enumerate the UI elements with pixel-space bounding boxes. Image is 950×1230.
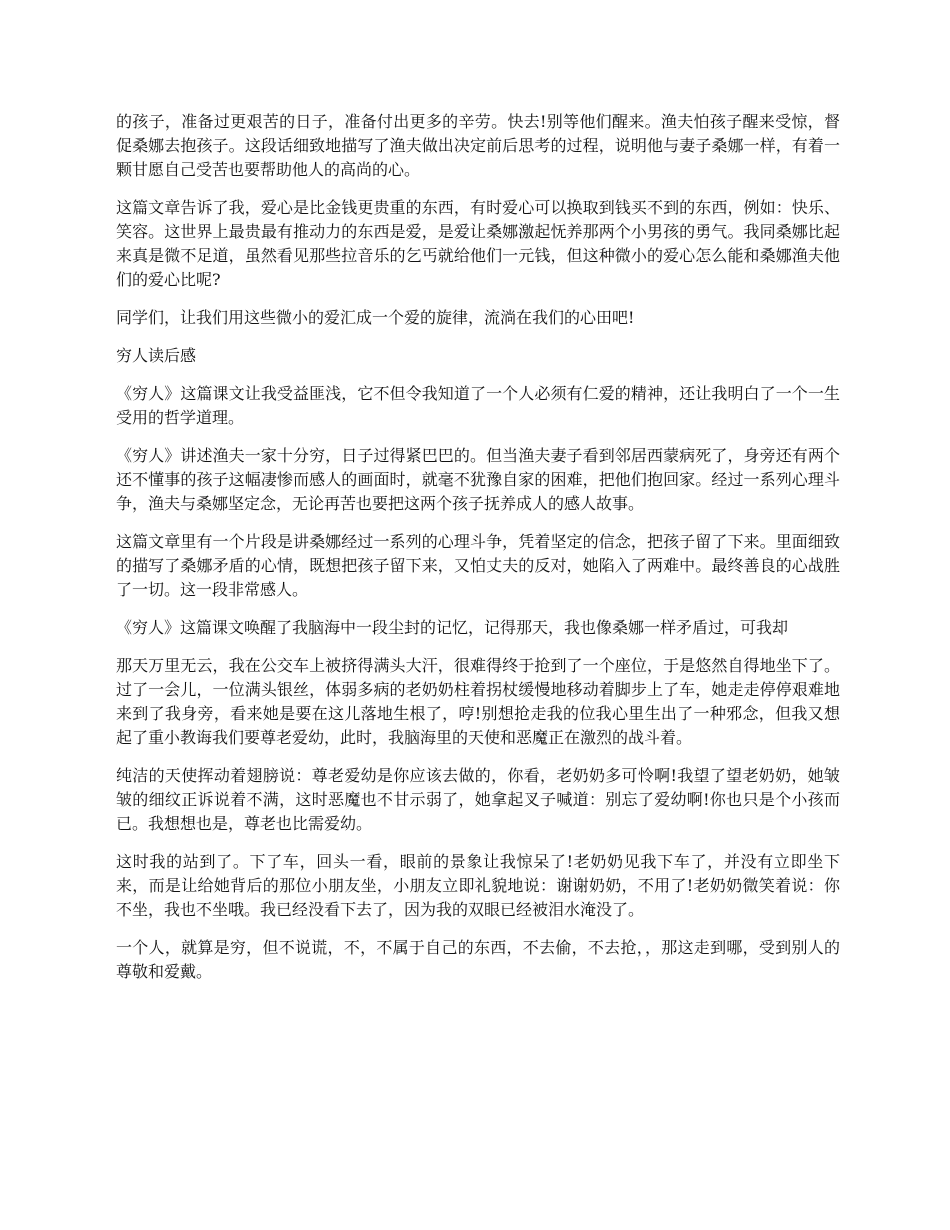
paragraph: 一个人，就算是穷，但不说谎，不，不属于自己的东西，不去偷，不去抢，，那这走到哪，受到别人的尊敬和爱戴。 bbox=[116, 938, 840, 981]
paragraph: 那天万里无云，我在公交车上被挤得满头大汗，很难得终于抢到了一个座位，于是悠然自得地坐下了。过了一会儿，一位满头银丝，体弱多病的老奶奶柱着拐杖缓慢地移动着脚步上了车，她走走停停艰难地来到了我身旁，看来她是要在这儿落地生根了，哼!别想抢走我的位我心里生出了一种邪念，但我又想起了重小教诲我们要尊老爱幼，此时，我脑海里的天使和恶魔正在激烈的战斗着。 bbox=[116, 656, 840, 747]
section-title: 穷人读后感 bbox=[116, 346, 197, 365]
paragraph: 同学们，让我们用这些微小的爱汇成一个爱的旋律，流淌在我们的心田吧! bbox=[116, 308, 635, 327]
paragraph: 《穷人》这篇课文唤醒了我脑海中一段尘封的记忆，记得那天，我也像桑娜一样矛盾过，可我却 bbox=[116, 618, 789, 637]
paragraph: 的孩子，准备过更艰苦的日子，准备付出更多的辛劳。快去!别等他们醒来。渔夫怕孩子醒来受惊，督促桑娜去抱孩子。这段话细致地描写了渔夫做出决定前后思考的过程，说明他与妻子桑娜一样，有着一颗甘愿自己受苦也要帮助他人的高尚的心。 bbox=[116, 112, 840, 179]
document-body bbox=[116, 110, 840, 998]
paragraph: 纯洁的天使挥动着翅膀说：尊老爱幼是你应该去做的，你看，老奶奶多可怜啊!我望了望老奶奶，她皱皱的细纹正诉说着不满，这时恶魔也不甘示弱了，她拿起叉子喊道：别忘了爱幼啊!你也只是个小孩而已。我想想也是，尊老也比需爱幼。 bbox=[116, 766, 840, 833]
paragraph: 《穷人》讲述渔夫一家十分穷，日子过得紧巴巴的。但当渔夫妻子看到邻居西蒙病死了，身旁还有两个还不懂事的孩子这幅凄惨而感人的画面时，就毫不犹豫自家的困难，把他们抱回家。经过一系列心理斗争，渔夫与桑娜坚定念，无论再苦也要把这两个孩子抚养成人的感人故事。 bbox=[116, 446, 840, 513]
paragraph: 这篇文章告诉了我，爱心是比金钱更贵重的东西，有时爱心可以换取到钱买不到的东西，例如：快乐、笑容。这世界上最贵最有推动力的东西是爱，是爱让桑娜激起怃养那两个小男孩的勇气。我同桑娜比起来真是微不足道，虽然看见那些拉音乐的乞丐就给他们一元钱，但这种微小的爱心怎么能和桑娜渔夫他们的爱心比呢? bbox=[116, 198, 840, 289]
paragraph: 《穷人》这篇课文让我受益匪浅，它不但令我知道了一个人必须有仁爱的精神，还让我明白了一个一生受用的哲学道理。 bbox=[116, 384, 840, 427]
paragraph: 这时我的站到了。下了车，回头一看，眼前的景象让我惊呆了!老奶奶见我下车了，并没有立即坐下来，而是让给她背后的那位小朋友坐，小朋友立即礼貌地说：谢谢奶奶，不用了!老奶奶微笑着说：你不坐，我也不坐哦。我已经没看下去了，因为我的双眼已经被泪水淹没了。 bbox=[116, 852, 840, 919]
paragraph: 这篇文章里有一个片段是讲桑娜经过一系列的心理斗争，凭着坚定的信念，把孩子留了下来。里面细致的描写了桑娜矛盾的心情，既想把孩子留下来，又怕丈夫的反对，她陷入了两难中。最终善良的心战胜了一切。这一段非常感人。 bbox=[116, 532, 840, 599]
